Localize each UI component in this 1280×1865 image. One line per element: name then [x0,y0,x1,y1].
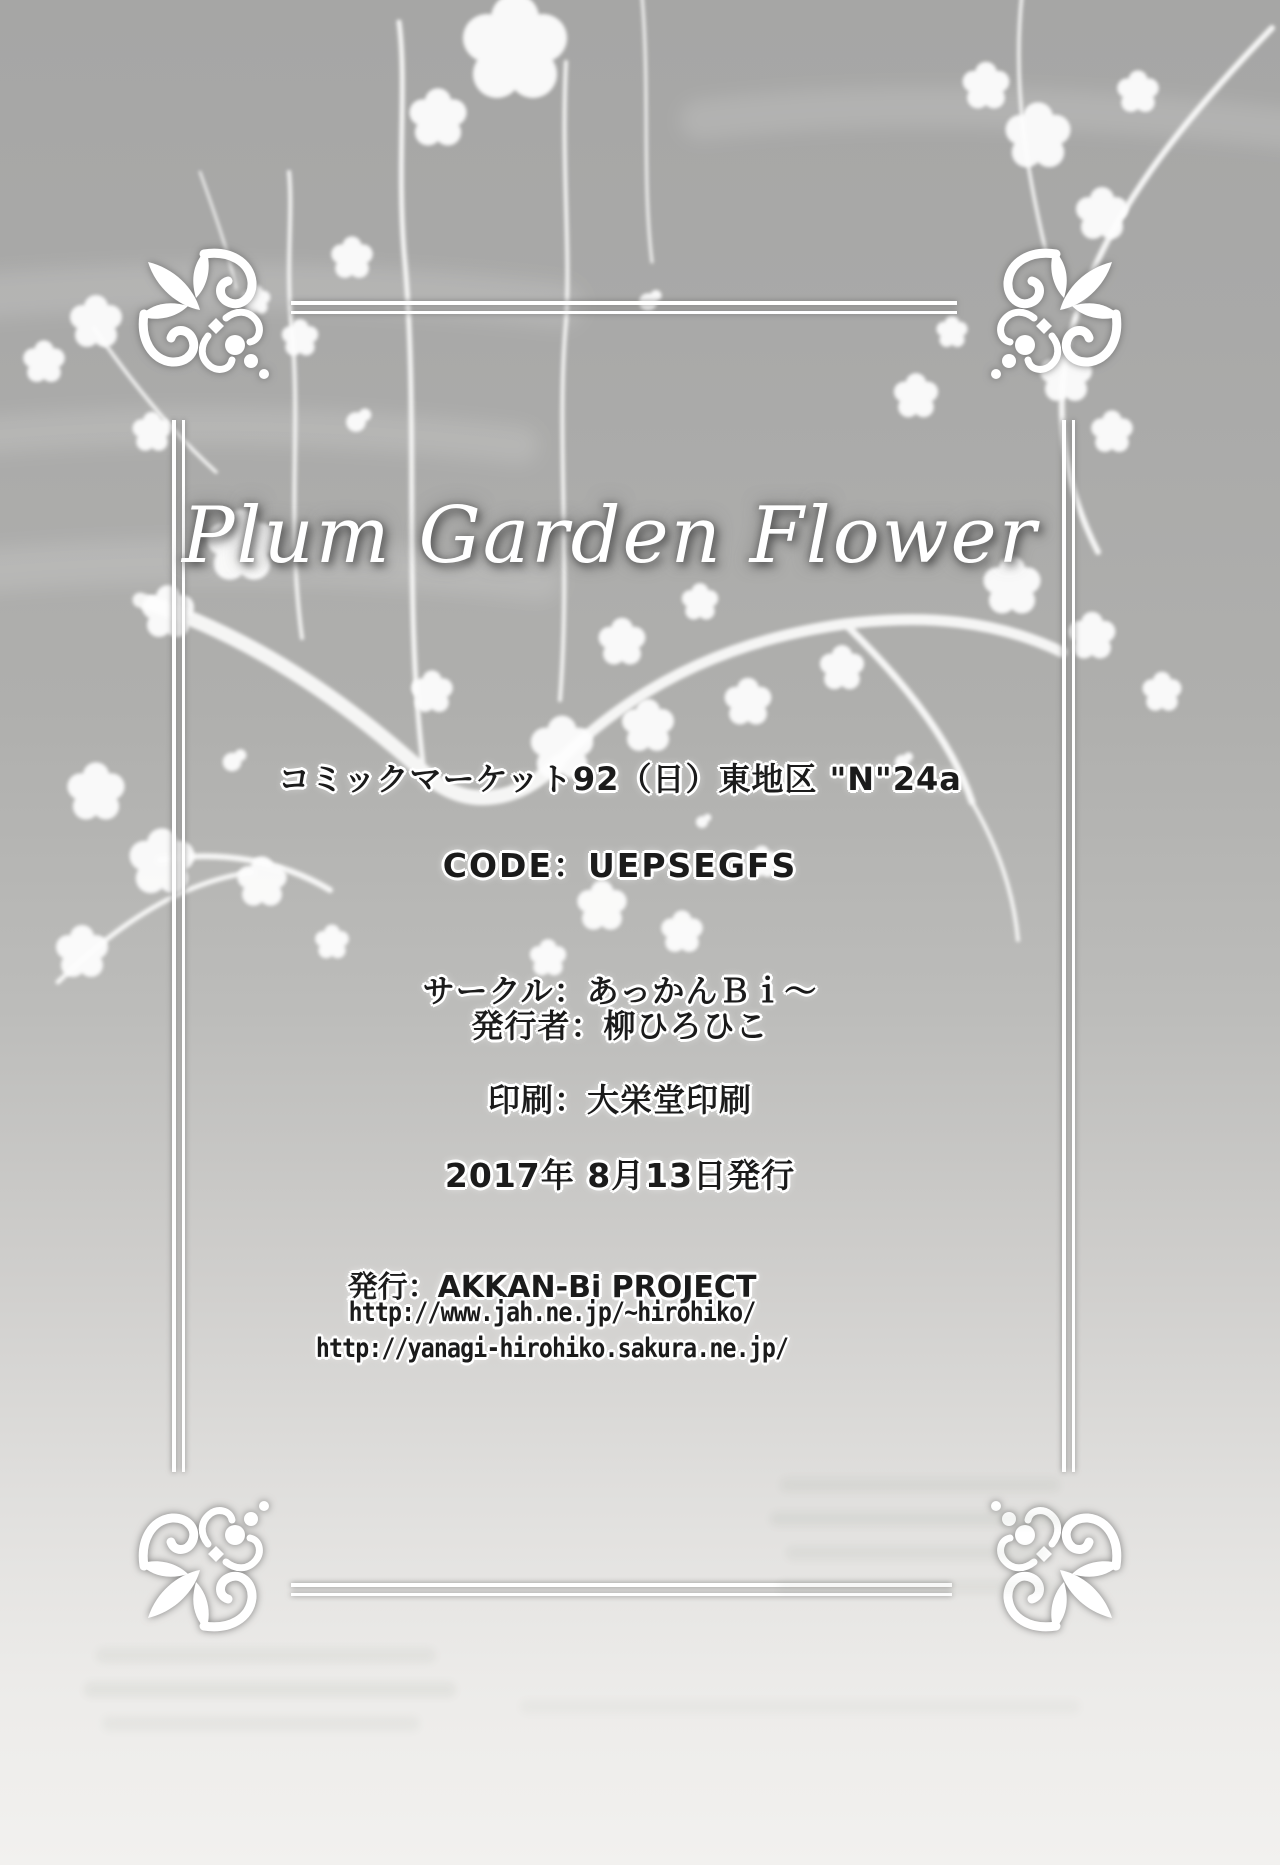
circle-name-line: サークル：あっかんＢｉ～ [422,972,818,1010]
event-info-line: コミックマーケット92（日）東地区 "N"24a [278,760,962,798]
bleedthrough-smudge [102,1716,420,1731]
corner-flourish-top-right [972,248,1122,398]
bleedthrough-smudge [770,1512,1066,1526]
corner-flourish-bottom-left [138,1482,288,1632]
bleedthrough-smudge [84,1682,456,1697]
printer-line: 印刷：大栄堂印刷 [487,1081,752,1119]
primary-url-text: http://www.jah.ne.jp/~hirohiko/ [348,1297,756,1328]
secondary-url-text: http://yanagi-hirohiko.sakura.ne.jp/ [315,1333,789,1364]
artwork-title: Plum Garden Flower [182,491,1038,581]
code-line: CODE：UEPSEGFS [442,846,798,885]
bleedthrough-smudge [520,1700,1080,1714]
publication-date-line: 2017年 8月13日発行 [444,1156,796,1195]
bleedthrough-smudge [96,1648,436,1663]
bleedthrough-smudge [778,1580,1056,1594]
bleedthrough-smudge [780,1478,1060,1492]
bleedthrough-smudge [786,1546,1048,1560]
author-line: 発行者：柳ひろひこ [471,1007,769,1045]
frame-top-rule [291,301,957,314]
corner-flourish-top-left [138,248,288,398]
publisher-line: 発行：AKKAN-Bi PROJECT [347,1270,757,1305]
